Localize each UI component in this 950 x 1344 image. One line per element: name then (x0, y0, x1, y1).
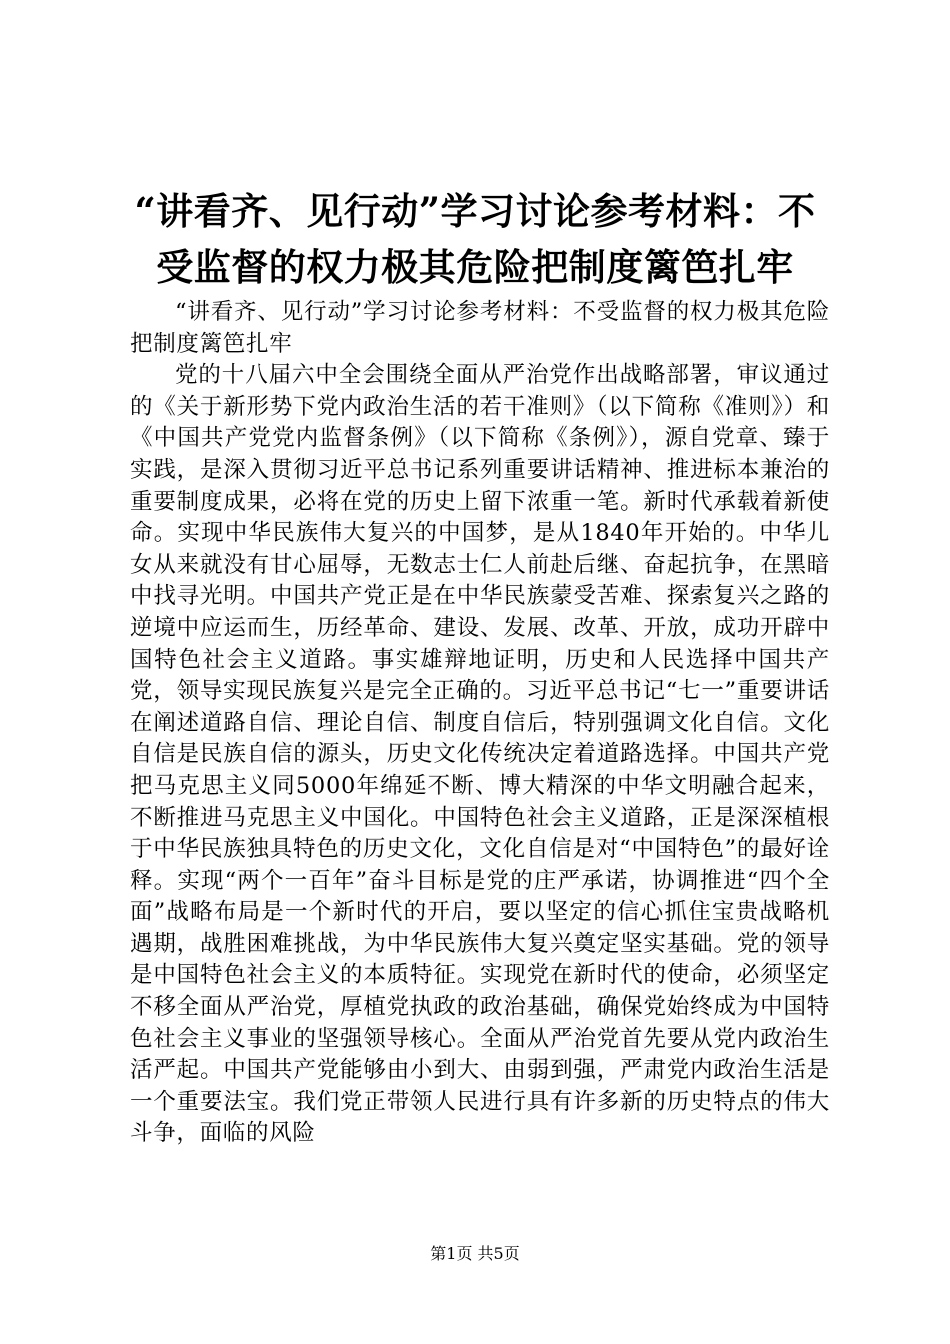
page-number-footer: 第1页 共5页 (430, 1244, 520, 1263)
subtitle-paragraph: “讲看齐、见行动”学习讨论参考材料：不受监督的权力极其危险把制度篱笆扎牢 (130, 299, 830, 357)
document-body (130, 297, 830, 1150)
document-title: “讲看齐、见行动”学习讨论参考材料：不受监督的权力极其危险把制度篱笆扎牢 (134, 189, 816, 289)
body-paragraph: 党的十八届六中全会围绕全面从严治党作出战略部署，审议通过的《关于新形势下党内政治生活的若干准则》（以下简称《准则》）和《中国共产党党内监督条例》（以下简称《条例》），源自党章、臻于实践，是深入贯彻习近平总书记系列重要讲话精神、推进标本兼治的重要制度成果，必将在党的历史上留下浓重一笔。新时代承载着新使命。实现中华民族伟大复兴的中国梦，是从1840年开始的。中华儿女从来就没有甘心屈辱，无数志士仁人前赴后继、奋起抗争，在黑暗中找寻光明。中国共产党正是在中华民族蒙受苦难、探索复兴之路的逆境中应运而生，历经革命、建设、发展、改革、开放，成功开辟中国特色社会主义道路。事实雄辩地证明，历史和人民选择中国共产党，领导实现民族复兴是完全正确的。习近平总书记“七一”重要讲话在阐述道路自信、理论自信、制度自信后，特别强调文化自信。文化自信是民族自信的源头，历史文化传统决定着道路选择。中国共产党把马克思主义同5000年绵延不断、博大精深的中华文明融合起来，不断推进马克思主义中国化。中国特色社会主义道路，正是深深植根于中华民族独具特色的历史文化，文化自信是对“中国特色”的最好诠释。实现“两个一百年”奋斗目标是党的庄严承诺，协调推进“四个全面”战略布局是一个新时代的开启，要以坚定的信心抓住宝贵战略机遇期，战胜困难挑战，为中华民族伟大复兴奠定坚实基础。党的领导是中国特色社会主义的本质特征。实现党在新时代的使命，必须坚定不移全面从严治党，厚植党执政的政治基础，确保党始终成为中国特色社会主义事业的坚强领导核心。全面从严治党首先要从党内政治生活严起。中国共产党能够由小到大、由弱到强，严肃党内政治生活是一个重要法宝。我们党正带领人民进行具有许多新的历史特点的伟大斗争，面临的风险 (130, 362, 830, 1147)
